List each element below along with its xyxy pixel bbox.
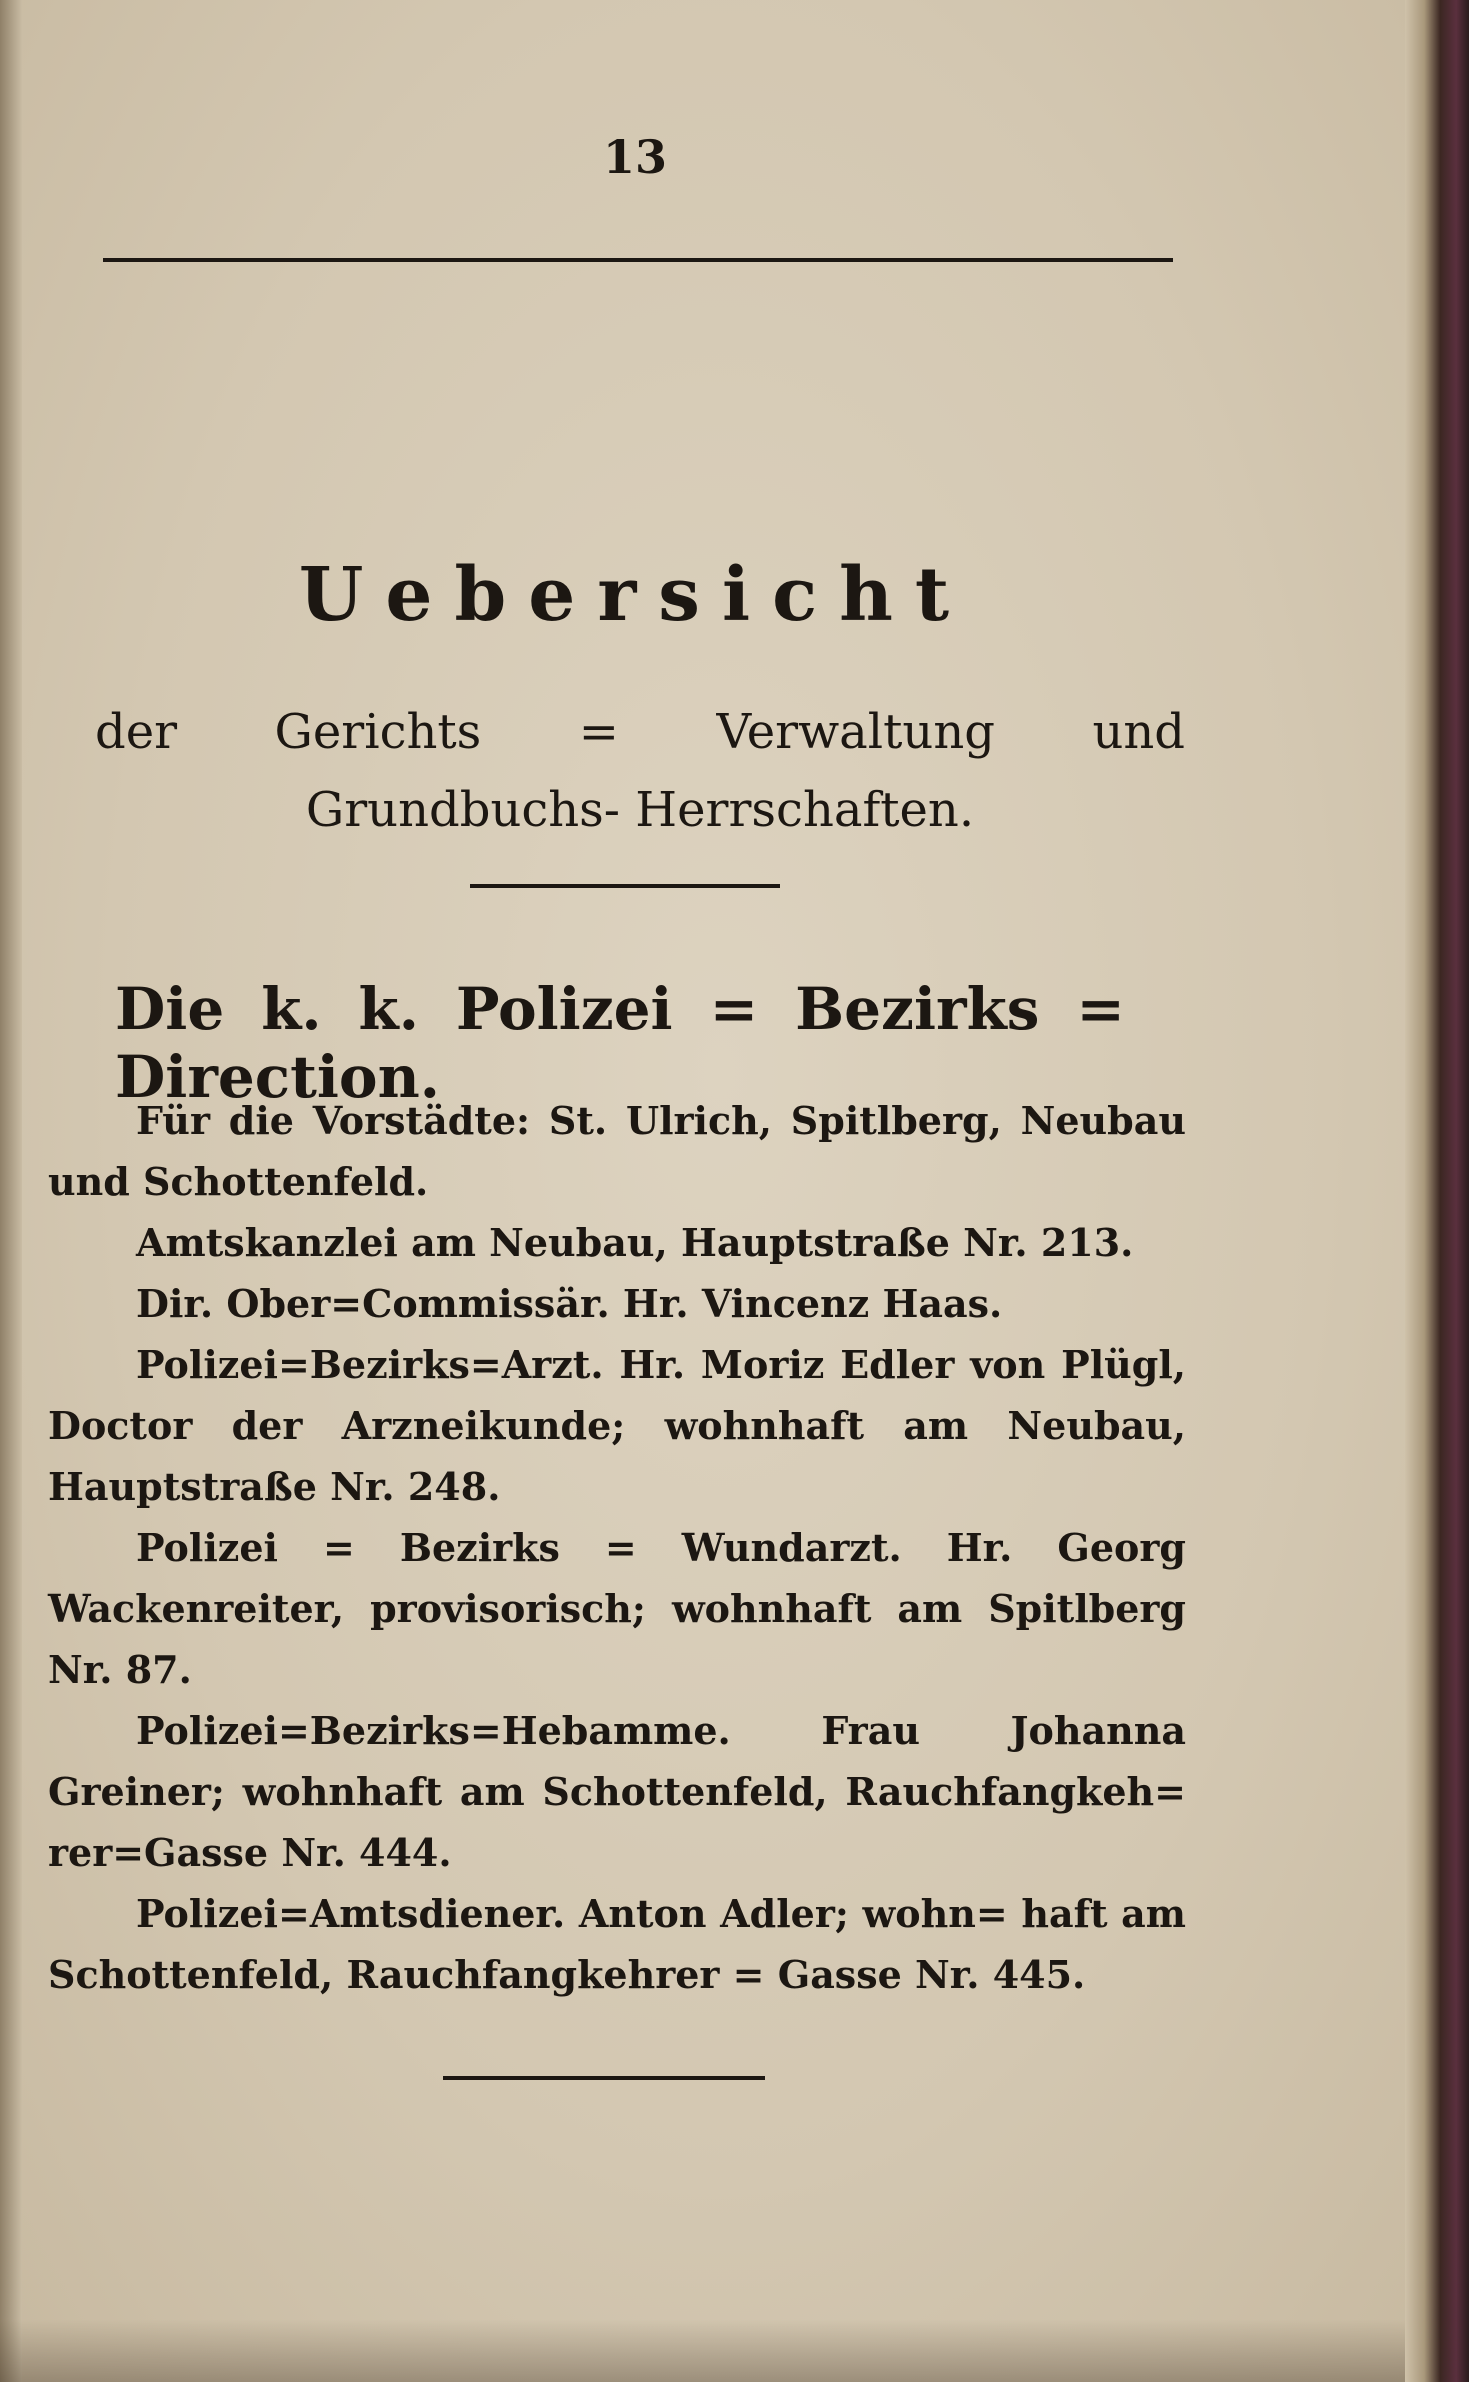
- section-heading: Die k. k. Polizei = Bezirks = Direction.: [115, 975, 1125, 1111]
- page-title: Uebersicht: [298, 552, 972, 638]
- page-number: 13: [602, 130, 667, 184]
- page-subtitle: der Gerichts = Verwaltung und Grundbuchs- Herrschaften.: [95, 704, 1185, 838]
- paragraph-office: Amtskanzlei am Neubau, Hauptstraße Nr. 213.: [136, 1220, 1134, 1265]
- paragraph-director: Dir. Ober=Commissär. Hr. Vincenz Haas.: [136, 1281, 1003, 1326]
- page-bottom-shadow: [0, 2320, 1440, 2382]
- book-spine-shadow: [0, 0, 22, 2382]
- paragraph-midwife: Polizei=Bezirks=Hebamme. Frau Johanna Greiner; wohnhaft am Schottenfeld, Rauchfangkeh= rer=Gasse Nr. 444.: [48, 1708, 1186, 1875]
- paragraph-physician: Polizei=Bezirks=Arzt. Hr. Moriz Edler von Plügl, Doctor der Arzneikunde; wohnhaft am Neubau, Hauptstraße Nr. 248.: [48, 1342, 1186, 1509]
- header-rule: [103, 258, 1173, 262]
- book-edge: [1405, 0, 1469, 2382]
- footer-rule: [443, 2076, 765, 2080]
- paragraph-clerk: Polizei=Amtsdiener. Anton Adler; wohn= haft am Schottenfeld, Rauchfangkehrer = Gasse Nr. 445.: [48, 1891, 1186, 1997]
- section-body: [48, 1090, 1186, 2005]
- paragraph-districts: Für die Vorstädte: St. Ulrich, Spitlberg, Neubau und Schottenfeld.: [48, 1098, 1186, 1204]
- paragraph-surgeon: Polizei = Bezirks = Wundarzt. Hr. Georg Wackenreiter, provisorisch; wohnhaft am Spitlberg Nr. 87.: [48, 1525, 1186, 1692]
- section-divider: [470, 884, 780, 888]
